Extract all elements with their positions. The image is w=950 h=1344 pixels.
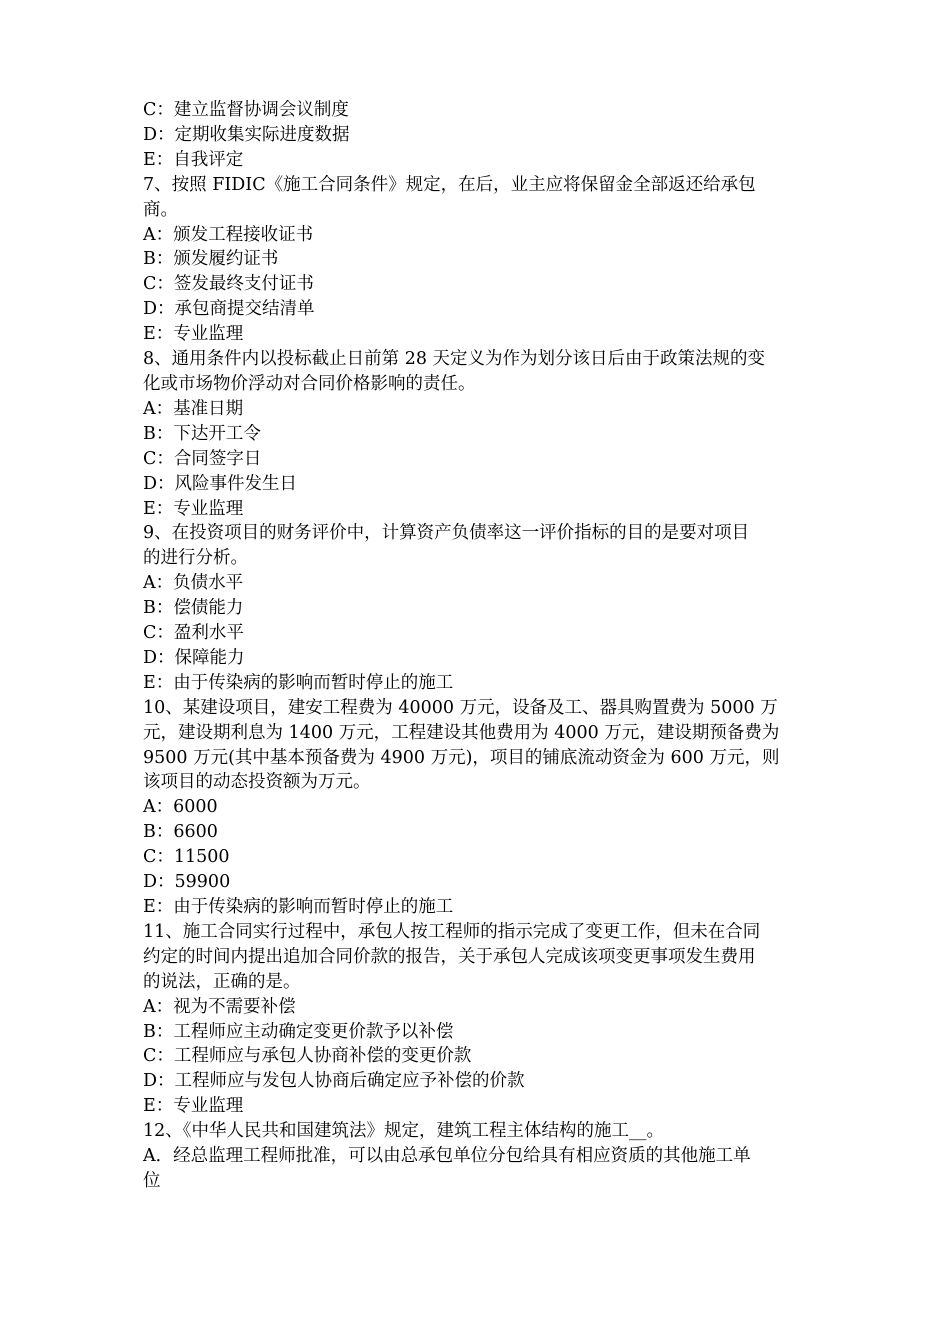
text-line: C：建立监督协调会议制度	[143, 100, 349, 120]
text-line: B：6600	[143, 822, 218, 843]
text-line: C：合同签字日	[143, 448, 262, 469]
text-line: A：基准日期	[143, 398, 244, 419]
text-line: A：颁发工程接收证书	[143, 224, 314, 245]
text-line: D：承包商提交结清单	[143, 299, 315, 320]
text-line: E：由于传染病的影响而暂时停止的施工	[143, 897, 454, 917]
text-line: 9500 万元(其中基本预备费为 4900 万元)，项目的铺底流动资金为 600 万元，则	[143, 747, 780, 768]
text-line: D：59900	[143, 872, 231, 893]
text-line: 11、施工合同实行过程中，承包人按工程师的指示完成了变更工作，但未在合同	[143, 921, 761, 942]
text-line: A：6000	[143, 797, 218, 818]
text-line: 7、按照 FIDIC《施工合同条件》规定，在后，业主应将保留金全部返还给承包	[143, 174, 756, 195]
text-line: 12、《中华人民共和国建筑法》规定，建筑工程主体结构的施工__。	[143, 1121, 665, 1142]
text-line: E：专业监理	[143, 1096, 244, 1117]
text-line: B：工程师应主动确定变更价款予以补偿	[143, 1021, 454, 1042]
text-line: C：盈利水平	[143, 623, 244, 644]
text-line: D：风险事件发生日	[143, 473, 298, 494]
text-line: 商。	[143, 199, 178, 220]
text-line: A．经总监理工程师批准，可以由总承包单位分包给具有相应资质的其他施工单	[143, 1146, 751, 1167]
text-line: C：签发最终支付证书	[143, 274, 314, 295]
text-line: A：负债水平	[143, 573, 244, 594]
text-line: E：专业监理	[143, 498, 244, 519]
text-line: E：由于传染病的影响而暂时停止的施工	[143, 672, 454, 693]
text-line: B：下达开工令	[143, 423, 261, 444]
text-line: A：视为不需要补偿	[143, 996, 296, 1017]
text-line: E：专业监理	[143, 324, 244, 345]
text-line: 元，建设期利息为 1400 万元，工程建设其他费用为 4000 万元，建设期预备费为	[143, 722, 780, 743]
text-line: 的进行分析。	[143, 548, 248, 569]
text-line: B：偿债能力	[143, 598, 244, 619]
text-line: C：11500	[143, 847, 230, 868]
text-line: E：自我评定	[143, 149, 244, 170]
text-line: 化或市场物价浮动对合同价格影响的责任。	[143, 373, 476, 394]
text-line: C：工程师应与承包人协商补偿的变更价款	[143, 1046, 472, 1067]
text-line: 9、在投资项目的财务评价中，计算资产负债率这一评价指标的目的是要对项目	[143, 523, 750, 544]
text-line: D：工程师应与发包人协商后确定应予补偿的价款	[143, 1071, 525, 1092]
text-line: 8、通用条件内以投标截止日前第 28 天定义为作为划分该日后由于政策法规的变	[143, 349, 766, 370]
text-line: 约定的时间内提出追加合同价款的报告，关于承包人完成该项变更事项发生费用	[143, 946, 756, 967]
text-line: D：定期收集实际进度数据	[143, 124, 350, 145]
text-line: 10、某建设项目，建安工程费为 40000 万元，设备及工、器具购置费为 5000 万	[143, 697, 778, 718]
text-line: 该项目的动态投资额为万元。	[143, 772, 371, 793]
text-line: B：颁发履约证书	[143, 249, 279, 270]
text-line: 位	[143, 1170, 161, 1191]
text-line: D：保障能力	[143, 647, 245, 668]
document-page	[143, 98, 810, 1194]
text-line: 的说法，正确的是。	[143, 971, 301, 992]
